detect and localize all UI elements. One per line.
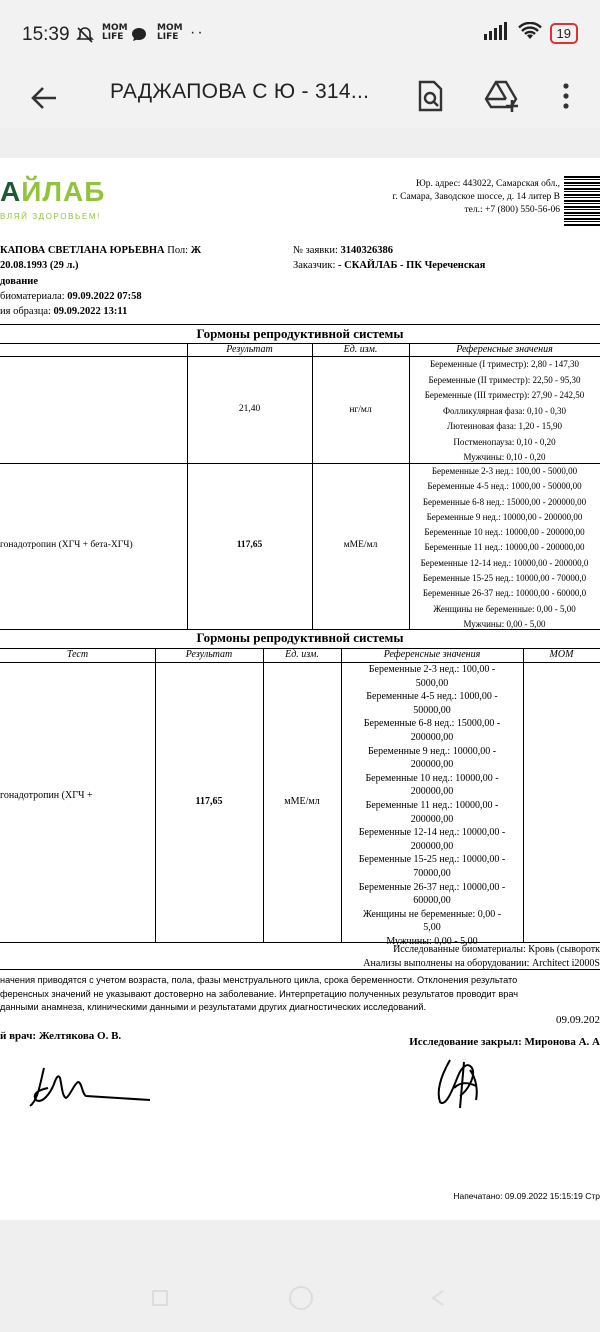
- s2-header-ref: Референсные значения: [383, 649, 481, 660]
- s2-header-mom: МОМ: [549, 649, 574, 660]
- closer-signature-icon: [430, 1056, 490, 1114]
- s2-header-result: Результат: [185, 649, 233, 660]
- report-date: 09.09.202: [556, 1014, 600, 1026]
- lab-slogan: ВЛЯЙ ЗДОРОВЬЕМ!: [0, 212, 101, 221]
- home-icon[interactable]: [287, 1284, 315, 1312]
- status-time: 15:39: [22, 24, 70, 45]
- printed-line: Напечатано: 09.09.2022 15:15:19 Стр: [453, 1191, 600, 1201]
- lab-logo: АЙЛАБ: [0, 176, 106, 207]
- signal-icon: [484, 22, 510, 45]
- s1-header-unit: Ед. изм.: [343, 344, 378, 355]
- momlife-icon-2: MOM LIFE: [157, 23, 183, 42]
- s1-row2-refs: Беременные 2-3 нед.: 100,00 - 5000,00 Беременные 4-5 нед.: 1000,00 - 50000,00 Беременные 6-8 нед.: 15000,00 - 200000,00 Беременные 9 нед.: 10000,00 - 200000,00 Беременные 10 нед.: 10000,00 - 200000,00 Беременные 11 нед.: 10000,00 - 200000,00 Беременные 12-14 нед.: 10000,00 - 200000,0 Беременные 15-25 нед.: 10000,00 - 70000,0 Беременные 26-37 нед.: 10000,00 - 60000,0 Женщины не беременные: 0,00 - 5,00 Мужчины: 0,00 - 5,00: [420, 466, 589, 629]
- status-bar: [0, 0, 600, 72]
- more-notifications-icon: ··: [190, 24, 205, 41]
- s2-header-test: Тест: [66, 649, 89, 660]
- momlife-icon: MOM LIFE: [102, 23, 128, 42]
- document-page[interactable]: [0, 158, 600, 1220]
- back-nav-icon[interactable]: [428, 1288, 448, 1308]
- doctor-line: й врач: Желтякова О. В.: [0, 1030, 122, 1042]
- note-line-3: данными анамнеза, клиническими данными и результатами других диагностических исследований.: [0, 1002, 427, 1012]
- biomaterial-date: биоматериала: 09.09.2022 07:58: [0, 291, 142, 302]
- back-arrow-icon[interactable]: [26, 80, 62, 116]
- search-document-icon[interactable]: [410, 76, 450, 116]
- doctor-signature-icon: [26, 1060, 156, 1112]
- s1-row2-test: гонадотропин (ХГЧ + бета-ХГЧ): [0, 540, 133, 550]
- sample-date: ия образца: 09.09.2022 13:11: [0, 306, 128, 317]
- barcode: [564, 176, 600, 226]
- s2-row-test: гонадотропин (ХГЧ +: [0, 790, 93, 801]
- s1-row1-refs: Беременные (I триместр): 2,80 - 147,30 Беременные (II триместр): 22,50 - 95,30 Беременные (III триместр): 27,90 - 242,50 Фолликулярная фаза: 0,10 - 0,30 Лютеиновая фаза: 1,20 - 15,90 Постменопауза: 0,10 - 0,20 Мужчины: 0,10 - 0,20: [424, 359, 585, 462]
- s1-header-ref: Референсные значения: [456, 344, 553, 355]
- note-line-1: начения приводятся с учетом возраста, пола, фазы менструального цикла, срока беременности. Отклонения результато: [0, 975, 518, 985]
- patient-name-line: КАПОВА СВЕТЛАНА ЮРЬЕВНА Пол: Ж: [0, 245, 202, 256]
- s1-row1-result: 21,40: [238, 404, 261, 414]
- s1-header-result: Результат: [226, 344, 273, 355]
- recent-apps-icon[interactable]: [150, 1288, 170, 1308]
- chat-icon: [131, 27, 147, 43]
- s2-row-result: 117,65: [195, 796, 223, 807]
- order-number: № заявки: 3140326386: [293, 245, 394, 256]
- section1-title: Гормоны репродуктивной системы: [196, 326, 404, 341]
- customer: Заказчик: - СКАЙЛАБ - ПК Череченская: [293, 260, 486, 271]
- lab-address: Юр. адрес: 443022, Самарская обл., г. Самара, Заводское шоссе, д. 14 литер В тел.: +7 (800) 550-56-06: [392, 179, 560, 215]
- s2-header-unit: Ед. изм.: [285, 649, 319, 660]
- battery-indicator: 19: [550, 23, 578, 44]
- wifi-icon: [518, 22, 542, 45]
- add-to-drive-icon[interactable]: [482, 76, 522, 116]
- s1-row1-unit: нг/мл: [349, 405, 372, 415]
- biomaterials-line: Исследованные биоматериалы: Кровь (сыворотк: [393, 944, 600, 955]
- research-line: дование: [0, 276, 38, 287]
- navigation-bar: [0, 1264, 600, 1332]
- note-line-2: ференсных значений не указывают достоверно на заболевание. Интерпретацию полученных результатов проводит врач: [0, 989, 519, 999]
- app-bar: [0, 72, 600, 128]
- document-title: РАДЖАПОВА С Ю - 314...: [110, 80, 370, 103]
- mute-icon: [76, 26, 94, 44]
- birth-date: 20.08.1993 (29 л.): [0, 260, 79, 271]
- equipment-line: Анализы выполнены на оборудовании: Architect i2000S: [363, 958, 600, 969]
- section2-title: Гормоны репродуктивной системы: [196, 630, 404, 645]
- s2-row-refs: Беременные 2-3 нед.: 100,00 - 5000,00 Беременные 4-5 нед.: 1000,00 - 50000,00 Беременные 6-8 нед.: 15000,00 - 200000,00 Беременные 9 нед.: 10000,00 - 200000,00 Беременные 10 нед.: 10000,00 - 200000,00 Беременные 11 нед.: 10000,00 - 200000,00 Беременные 12-14 нед.: 10000,00 - 200000,00 Беременные 15-25 нед.: 10000,00 - 70000,00 Беременные 26-37 нед.: 10000,00 - 60000,00 Женщины не беременные: 0,00 - 5,00 Мужчины: 0,00 - 5,00: [358, 664, 506, 947]
- s1-row2-unit: мМЕ/мл: [343, 540, 378, 550]
- more-options-icon[interactable]: [546, 76, 586, 116]
- s1-row2-result: 117,65: [236, 540, 263, 550]
- s2-row-unit: мМЕ/мл: [284, 796, 320, 807]
- closed-by-line: Исследование закрыл: Миронова А. А: [409, 1036, 600, 1048]
